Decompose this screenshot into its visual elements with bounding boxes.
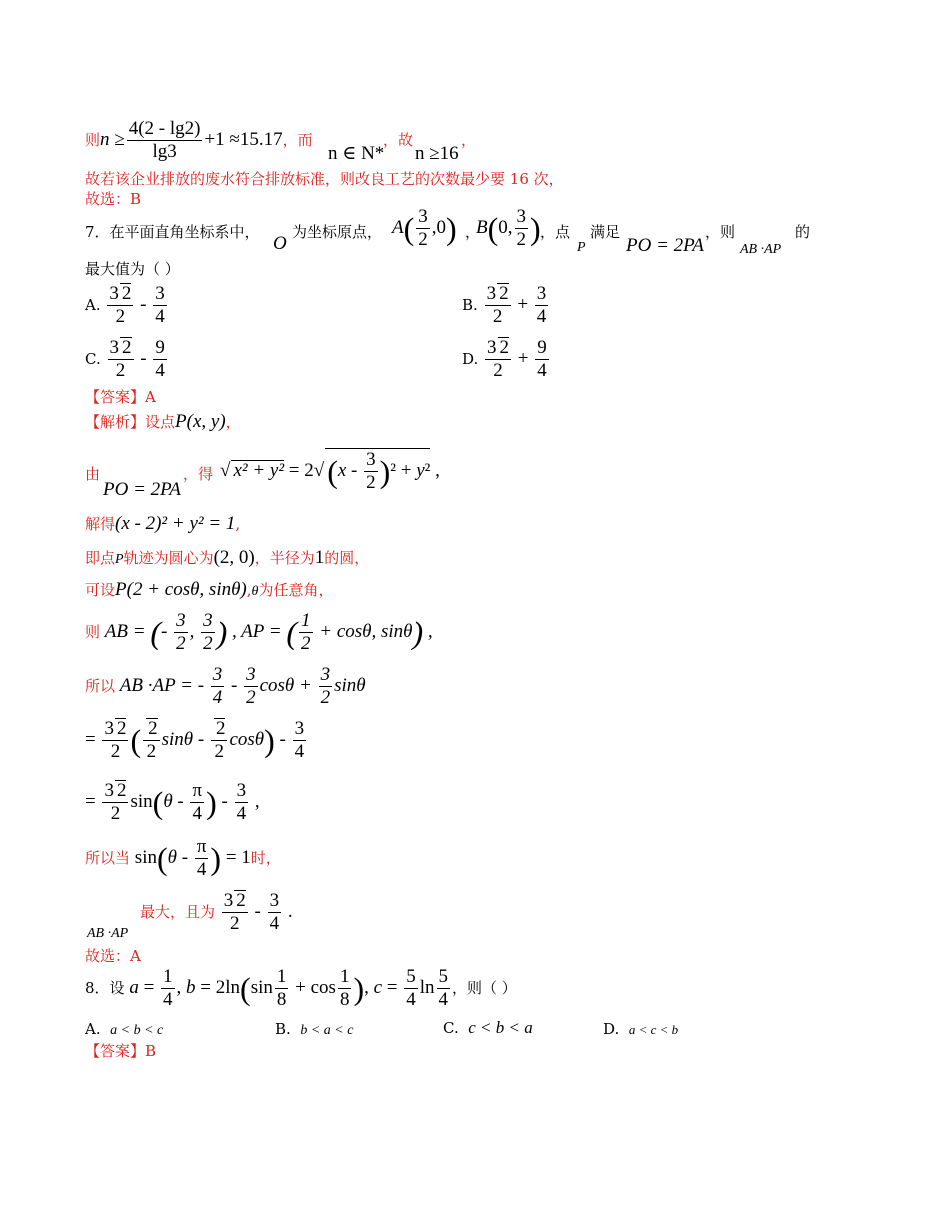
math-point-B: B(0, $\frac{3}{2}$ ) <box>476 206 541 250</box>
conclusion-line <box>85 118 313 163</box>
option-label-D: D. <box>462 349 479 368</box>
math-n-in-N: n ∈ N* <box>328 143 385 164</box>
option8-label-D: D. <box>603 1020 620 1038</box>
text-kese: 可设 <box>85 581 116 599</box>
answer-choice-B: 故选：B <box>85 190 142 208</box>
math-n-ge: n ≥ <box>100 128 125 150</box>
math-bac: b < a < c <box>300 1023 354 1038</box>
conclusion-text: 故若该企业排放的废水符合排放标准，则改良工艺的次数最少要 16 次， <box>85 170 564 188</box>
text-comma: ， <box>461 131 477 149</box>
q8-line: 8．设 a = $\frac{1}{4}$ , b = 2ln(sin $\frac{1}{8}$ + cos $\frac{1}{8}$ ), c = $\frac{5}{4}$ ln $\frac{5}{4}$ ，则（ ） <box>85 966 517 1010</box>
solution-line: 解得(x - 2)² + y² = 1, <box>85 513 241 534</box>
step-expand: = $\frac{3 2}{2}$ ( $\frac{2}{2}$ sinθ - $\frac{2}{2}$ cosθ) - $\frac{3}{4}$ <box>85 718 305 762</box>
fraction-numerator: 4(2 - lg2) <box>128 118 201 139</box>
text-shi: 时， <box>250 848 281 867</box>
q8-option-B[interactable] <box>275 1020 353 1039</box>
analysis-text: 【解析】设点 <box>85 413 176 431</box>
math-theta: θ <box>251 584 259 599</box>
text-suoyi: 所以 <box>85 676 116 695</box>
math-center: (2, 0) <box>213 547 255 568</box>
option8-label-C: C. <box>443 1019 459 1037</box>
math-n-ge-16: n ≥16 <box>415 143 459 164</box>
q7-text-ze: ，则 <box>705 223 736 241</box>
math-one: 1 <box>314 547 325 568</box>
max-line: 最大，且为 $\frac{3 2}{2}$ - $\frac{3}{4}$ . <box>140 890 293 934</box>
step-sin: = $\frac{3 2}{2}$ sin(θ - $\frac{\pi}{4}$ ) - $\frac{3}{4}$ , <box>85 780 260 824</box>
math-PO-2PA: PO = 2PA <box>626 235 704 256</box>
math-AB-AP-2: AB ·AP <box>87 926 129 941</box>
condition-line: 所以当 sin(θ - $\frac{\pi}{4}$ ) = 1时， <box>85 836 281 880</box>
option-label-C: C. <box>85 349 101 368</box>
locus-line <box>85 548 369 570</box>
math-P-param: P(2 + cosθ, sinθ) <box>115 579 247 600</box>
q8-option-C[interactable] <box>443 1018 533 1038</box>
param-line: 可设P(2 + cosθ, sinθ),θ为任意角， <box>85 579 334 600</box>
q8-text-she: 8．设 <box>85 978 125 997</box>
q7-text-manzu: 满足 <box>590 223 621 241</box>
text-radius: ，半径为 <box>254 549 315 567</box>
text-suoyidang: 所以当 <box>85 848 131 867</box>
q7-option-D[interactable]: D. $\frac{3 2}{2}$ + $\frac{9}{4}$ <box>462 337 547 381</box>
math-P-xy: P(x, y) <box>175 411 226 432</box>
q7-option-B[interactable]: B. $\frac{3 2}{2}$ + $\frac{3}{4}$ <box>462 283 547 327</box>
math-AB-AP: AB ·AP <box>740 242 782 257</box>
math-cba: c < b < a <box>468 1018 533 1037</box>
q8-option-D[interactable] <box>603 1020 678 1038</box>
text-de: ，得 <box>183 465 214 483</box>
text-gu: ，故 <box>383 131 414 149</box>
math-circle-eq: (x - 2)² + y² = 1 <box>115 513 236 534</box>
text-any-angle: 为任意角， <box>258 581 334 599</box>
vectors-line: 则 AB = (- $\frac{3}{2}$ , $\frac{3}{2}$ ) , AP = ( $\frac{1}{2}$ + cosθ, sinθ) , <box>85 610 433 654</box>
math-PO-2PA-2: PO = 2PA <box>103 479 181 500</box>
math-O: O <box>273 233 287 254</box>
text-circle: 的圆， <box>324 549 370 567</box>
q7-option-A[interactable]: A. $\frac{3 2}{2}$ - $\frac{3}{4}$ <box>85 283 165 327</box>
answer-tag-8: 【答案】B <box>85 1042 157 1060</box>
comma: ， <box>225 413 241 431</box>
math-P-small: P <box>115 552 124 567</box>
q7-text-2: 为坐标原点， <box>292 223 383 241</box>
q7-comma: ， <box>465 223 481 241</box>
q7-text-1: 7．在平面直角坐标系中， <box>85 223 260 241</box>
label-A: A <box>392 216 404 238</box>
math-P: P <box>577 240 586 255</box>
math-acb: a < c < b <box>628 1022 679 1037</box>
fraction-lg <box>127 118 203 163</box>
label-B: B <box>476 216 488 238</box>
option8-label-A: A. <box>85 1020 101 1038</box>
q8-text-ze: ，则（ ） <box>452 978 517 997</box>
text-you: 由 <box>85 465 101 483</box>
math-abc: a < b < c <box>110 1023 164 1038</box>
equation-distance: √ x² + y² = 2√(x - $\frac{3}{2}$ )² + y² , <box>220 449 440 493</box>
text-center: 轨迹为圆心为 <box>123 549 214 567</box>
text-er: ，而 <box>282 130 313 149</box>
text-ze: 则 <box>85 130 101 149</box>
dot-product-line: 所以 AB ·AP = - $\frac{3}{4}$ - $\frac{3}{2}$ cosθ + $\frac{3}{2}$ sinθ <box>85 664 366 708</box>
answer-choice-A: 故选：A <box>85 947 141 965</box>
answer-tag-7: 【答案】A <box>85 388 156 406</box>
q8-option-A[interactable] <box>85 1020 163 1039</box>
text-jidian: 即点 <box>85 549 116 567</box>
option-label-B: B. <box>462 295 478 314</box>
text-zuida: 最大，且为 <box>140 902 216 921</box>
fraction-denominator: lg3 <box>152 141 177 162</box>
q7-text-dian: ，点 <box>540 223 571 241</box>
math-point-A: A( $\frac{3}{2}$ ,0) <box>392 206 457 250</box>
q7-option-C[interactable]: C. $\frac{3 2}{2}$ - $\frac{9}{4}$ <box>85 337 165 381</box>
q7-text-max: 最大值为（ ） <box>85 260 180 278</box>
text-jiede: 解得 <box>85 515 116 533</box>
option8-label-B: B. <box>275 1020 291 1038</box>
option-label-A: A. <box>85 295 101 314</box>
analysis-tag-7 <box>85 412 241 432</box>
math-approx: +1 ≈15.17 <box>204 128 283 150</box>
q7-text-de: 的 <box>795 223 811 241</box>
text-ze-2: 则 <box>85 622 101 641</box>
